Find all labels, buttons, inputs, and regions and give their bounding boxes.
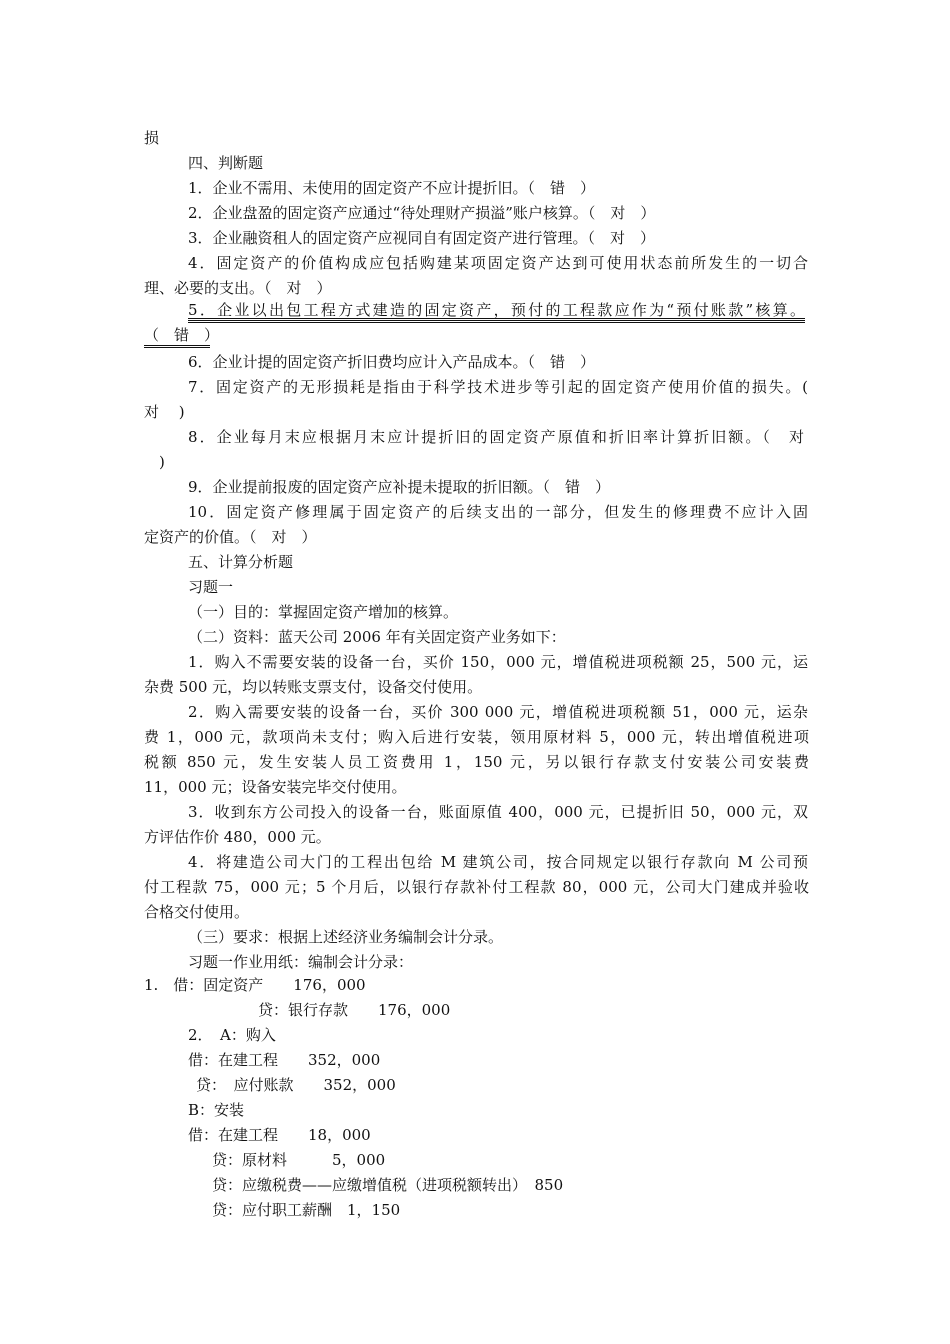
- exercise-text: （二）资料：蓝天公司 2006 年有关固定资产业务如下：: [188, 628, 566, 646]
- question-line: 3．企业融资租人的固定资产应视同自有固定资产进行管理。（ 对 ）: [188, 229, 656, 247]
- exercise-text: 税额 850 元，发生安装人员工资费用 1，150 元，另以银行存款支付安装公司安装费: [144, 753, 809, 771]
- question-line: 对 ): [144, 403, 185, 421]
- section-heading: 四、判断题: [188, 154, 264, 172]
- exercise-text: （三）要求：根据上述经济业务编制会计分录。: [188, 928, 504, 946]
- question-line: 定资产的价值。（ 对 ）: [144, 528, 317, 546]
- section-heading: 五、计算分析题: [188, 553, 294, 571]
- exercise-text: 4．将建造公司大门的工程出包给 M 建筑公司，按合同规定以银行存款向 M 公司预: [188, 853, 808, 871]
- question-line: 7．固定资产的无形损耗是指由于科学技术进步等引起的固定资产使用价值的损失。(: [188, 378, 808, 396]
- exercise-text: 1．购入不需要安装的设备一台，买价 150，000 元，增值税进项税额 25，500 元，运: [188, 653, 808, 671]
- exercise-text: 3．收到东方公司投入的设备一台，账面原值 400，000 元，已提折旧 50，000 元，双: [188, 803, 808, 821]
- exercise-text: 方评估作价 480，000 元。: [144, 828, 331, 846]
- journal-entry-line: 1. 借：固定资产 176，000: [144, 976, 366, 994]
- exercise-text: 付工程款 75，000 元；5 个月后，以银行存款补付工程款 80，000 元，公司大门建成并验收: [144, 878, 809, 896]
- text-line: 损: [144, 129, 160, 147]
- journal-entry-line: 贷：原材料 5，000: [212, 1151, 386, 1169]
- question-answer-underlined: （ 错 ）: [144, 324, 210, 348]
- question-line: 8．企业每月末应根据月末应计提折旧的固定资产原值和折旧率计算折旧额。（ 对: [188, 428, 804, 446]
- question-line: 10．固定资产修理属于固定资产的后续支出的一部分，但发生的修理费不应计入固: [188, 503, 808, 521]
- question-line: ): [144, 453, 165, 471]
- question-line: 6．企业计提的固定资产折旧费均应计入产品成本。（ 错 ）: [188, 353, 596, 371]
- exercise-title: 习题一: [188, 578, 234, 596]
- exercise-text: 2．购入需要安装的设备一台，买价 300 000 元，增值税进项税额 51，000 元，运杂: [188, 703, 808, 721]
- question-line: 1．企业不需用、未使用的固定资产不应计提折旧。（ 错 ）: [188, 179, 596, 197]
- journal-entry-line: 借：在建工程 18，000: [188, 1126, 371, 1144]
- question-line-underlined: 5．企业以出包工程方式建造的固定资产，预付的工程款应作为“预付账款”核算。: [188, 299, 805, 323]
- exercise-text: 合格交付使用。: [144, 903, 250, 921]
- exercise-text: （一）目的：掌握固定资产增加的核算。: [188, 603, 459, 621]
- exercise-text: 杂费 500 元，均以转账支票支付，设备交付使用。: [144, 678, 483, 696]
- exercise-text: 费 1，000 元，款项尚未支付；购入后进行安装，领用原材料 5，000 元，转出增值税进项: [144, 728, 809, 746]
- journal-entry-line: 贷：银行存款 176，000: [258, 1001, 451, 1019]
- journal-entry-line: 2． A：购入: [188, 1026, 276, 1044]
- question-line: 4．固定资产的价值构成应包括购建某项固定资产达到可使用状态前所发生的一切合: [188, 254, 808, 272]
- journal-entry-line: 贷：应缴税费——应缴增值税（进项税额转出） 850: [212, 1176, 564, 1194]
- exercise-text: 11，000 元；设备安装完毕交付使用。: [144, 778, 407, 796]
- question-line: 9．企业提前报废的固定资产应补提未提取的折旧额。（ 错 ）: [188, 478, 611, 496]
- worksheet-title: 习题一作业用纸：编制会计分录：: [188, 953, 414, 971]
- question-line: 理、必要的支出。（ 对 ）: [144, 279, 332, 297]
- journal-entry-line: B：安装: [188, 1101, 245, 1119]
- journal-entry-line: 借：在建工程 352，000: [188, 1051, 381, 1069]
- question-line: 2．企业盘盈的固定资产应通过“待处理财产损溢”账户核算。（ 对 ）: [188, 204, 656, 222]
- journal-entry-line: 贷： 应付账款 352，000: [196, 1076, 396, 1094]
- journal-entry-line: 贷：应付职工薪酬 1，150: [212, 1201, 401, 1219]
